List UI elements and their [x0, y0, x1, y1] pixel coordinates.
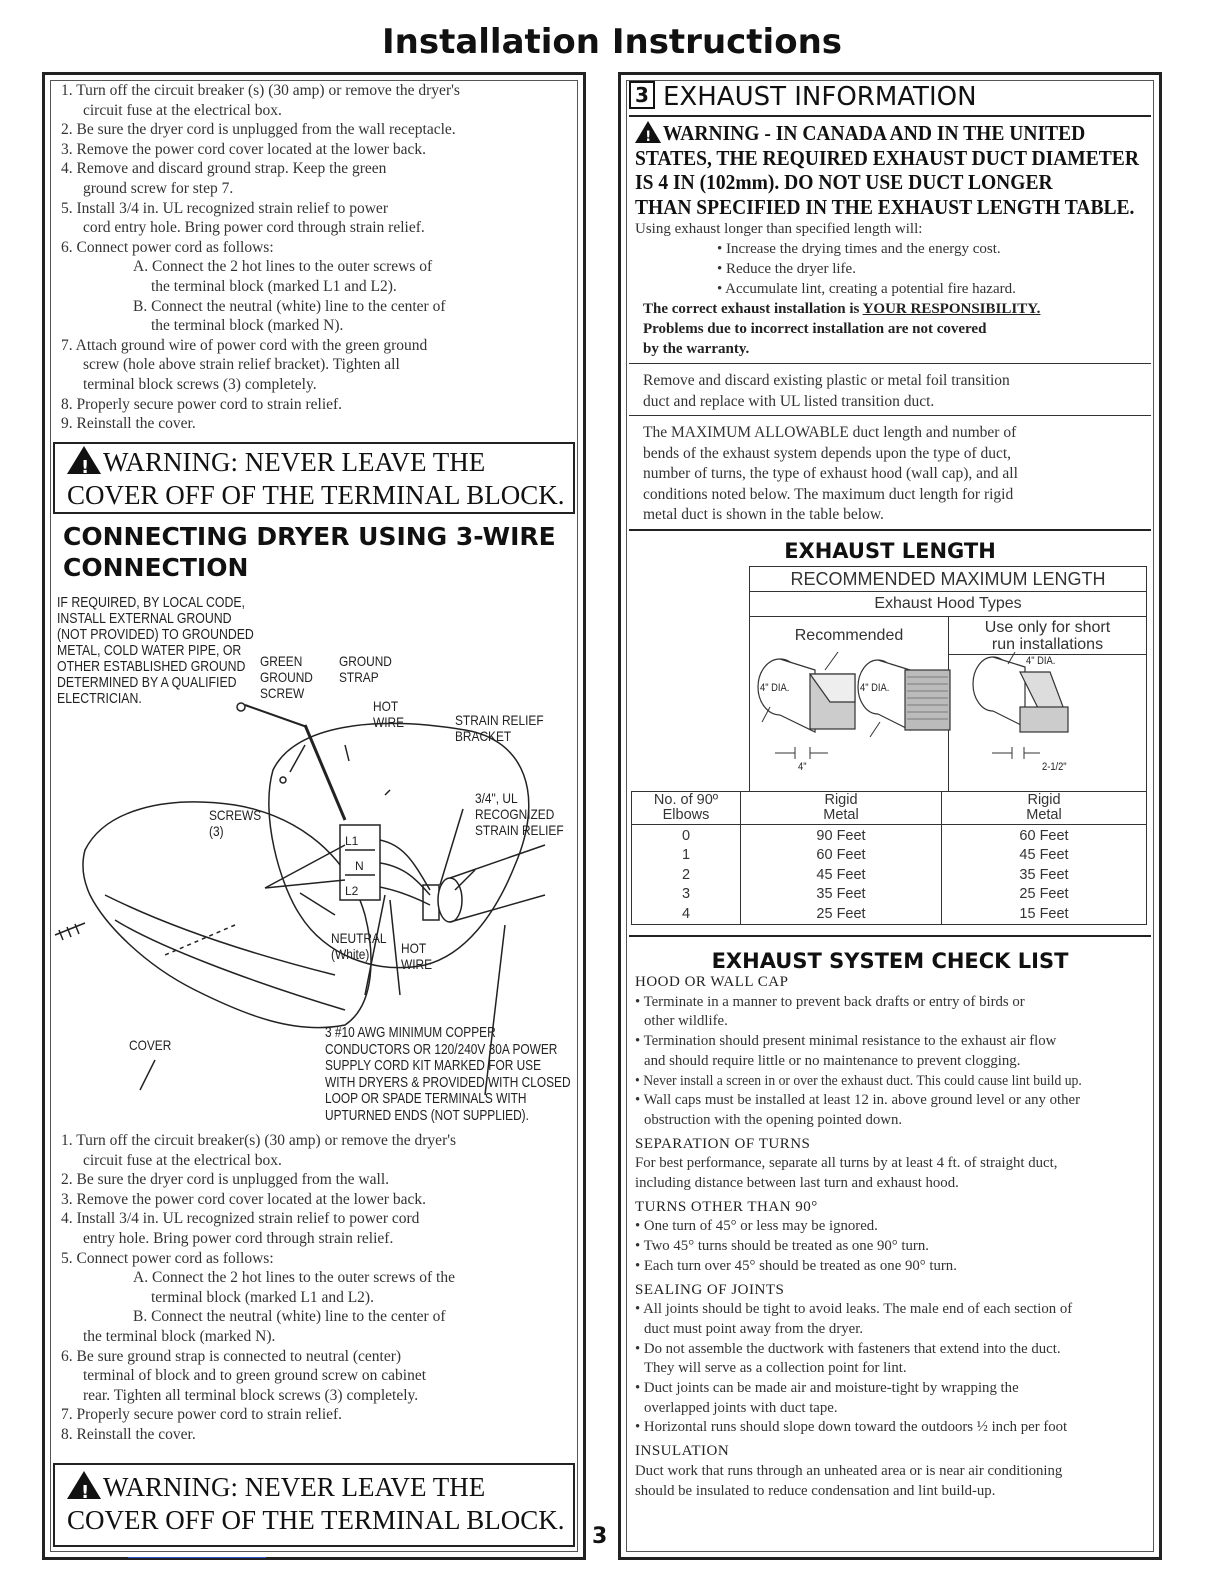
checklist-subheading: TURNS OTHER THAN 90° [635, 1198, 818, 1215]
hood-dim-1: 4" [798, 761, 807, 773]
table-title: RECOMMENDED MAXIMUM LENGTH [750, 567, 1146, 592]
checklist-title: EXHAUST SYSTEM CHECK LIST [711, 949, 1069, 973]
label-line: STRAIN RELIEF [455, 712, 544, 728]
table-cell-col1: 90 Feet [741, 825, 942, 847]
exhaust-length-rows [631, 791, 1147, 925]
warning-triangle-icon-3: ! [635, 121, 661, 143]
label-line: (3) [209, 823, 224, 839]
label-line: BRACKET [455, 728, 512, 744]
step-line: ground screw for step 7. [83, 179, 234, 197]
hood-illustrations [750, 652, 1146, 792]
divider-3 [629, 529, 1151, 531]
step-line: 8. Properly secure power cord to strain relief. [61, 395, 343, 413]
checklist-line: • Do not assemble the ductwork with fasteners that extend into the duct. [635, 1340, 1061, 1357]
label-line: UPTURNED ENDS (NOT SUPPLIED). [325, 1107, 529, 1124]
hood-dim-2: 2-1/2" [1042, 761, 1067, 773]
paragraph-line: conditions noted below. The maximum duct length for rigid [643, 485, 1014, 503]
label-ground-strap [339, 653, 392, 685]
step-line: terminal block screws (3) completely. [83, 375, 317, 393]
step-line: circuit fuse at the electrical box. [83, 101, 282, 119]
label-hot-wire-bottom [401, 940, 432, 972]
checklist-line: • One turn of 45° or less may be ignored. [635, 1218, 878, 1235]
right-column [618, 72, 1162, 1560]
label-line: NEUTRAL [331, 930, 387, 946]
label-green-ground-screw [260, 653, 313, 701]
step-line: 6. Connect power cord as follows: [61, 238, 274, 256]
step-line: the terminal block (marked L1 and L2). [151, 277, 397, 295]
checklist-line: • Each turn over 45° should be treated as one 90° turn. [635, 1257, 957, 1274]
label-line: 3/4", UL [475, 790, 518, 806]
step-line: the terminal block (marked N). [83, 1327, 276, 1345]
page-title: Installation Instructions [381, 22, 843, 62]
label-line: (White) [331, 946, 370, 962]
paragraph-line: number of turns, the type of exhaust hood (wall cap), and all [643, 465, 1018, 482]
ground-note-line: OTHER ESTABLISHED GROUND [57, 658, 246, 675]
table-cell-elbows: 3 [632, 885, 741, 904]
exhaust-checklist [635, 973, 1155, 1501]
label-line: STRAP [339, 669, 379, 685]
warning-box-top [53, 442, 575, 514]
step-line: 3. Remove the power cord cover located at the lower back. [61, 140, 426, 158]
step-line: rear. Tighten all terminal block screws (3) completely. [83, 1386, 419, 1404]
step-line: entry hole. Bring power cord through strain relief. [83, 1229, 394, 1247]
section-heading-3wire: CONNECTING DRYER USING 3-WIRE CONNECTION [63, 522, 556, 582]
bullet-item: • Accumulate lint, creating a potential fire hazard. [717, 281, 1016, 297]
table-cell-col1: 35 Feet [741, 885, 942, 904]
step-line: screw (hole above strain relief bracket). Tighten all [83, 356, 400, 374]
checklist-line: obstruction with the opening pointed down. [644, 1111, 903, 1128]
checklist-line: including distance between last turn and exhaust hood. [635, 1175, 959, 1192]
diagram-ground-note [57, 595, 254, 707]
warning-bottom-line2: COVER OFF OF THE TERMINAL BLOCK. [67, 1505, 565, 1535]
hood-dia-2: 4" DIA. [860, 682, 890, 694]
warning-bottom-line1: WARNING: NEVER LEAVE THE [103, 1472, 486, 1502]
paragraph-line: duct and replace with UL listed transition duct. [643, 392, 935, 410]
step-line: 7. Properly secure power cord to strain relief. [61, 1406, 343, 1424]
table-cell-elbows: 2 [632, 866, 741, 885]
elbows-header: No. of 90º Elbows [632, 792, 741, 825]
warning-top-line1: WARNING: NEVER LEAVE THE [103, 447, 486, 477]
checklist-subheading: SEALING OF JOINTS [635, 1281, 785, 1298]
exhaust-length-table [749, 566, 1147, 792]
table-cell-col1: 60 Feet [741, 846, 942, 865]
checklist-line: For best performance, separate all turns by at least 4 ft. of straight duct, [635, 1155, 1058, 1172]
step-line: 8. Reinstall the cover. [61, 1425, 196, 1443]
section-number-box: 3 [629, 81, 655, 109]
label-line: GREEN [260, 653, 303, 669]
warning-triangle-icon-2: ! [67, 1471, 101, 1499]
table-hood-types: Exhaust Hood Types [750, 592, 1146, 617]
ground-note-line: (NOT PROVIDED) TO GROUNDED [57, 626, 254, 643]
checklist-line: They will serve as a collection point for lint. [644, 1360, 907, 1377]
max-length-paragraph [643, 423, 1018, 526]
table-cell-col1: 45 Feet [741, 866, 942, 885]
checklist-line: overlapped joints with duct tape. [644, 1399, 838, 1416]
step-line: 1. Turn off the circuit breaker(s) (30 amp) or remove the dryer's [61, 1132, 457, 1149]
label-line: SUPPLY CORD KIT MARKED FOR USE [325, 1058, 542, 1074]
checklist-line: duct must point away from the dryer. [644, 1320, 864, 1337]
ground-note-line: DETERMINED BY A QUALIFIED [57, 674, 237, 691]
step-line: A. Connect the 2 hot lines to the outer screws of [133, 258, 433, 276]
section-title: EXHAUST INFORMATION [663, 82, 977, 112]
checklist-line: • Duct joints can be made air and moisture-tight by wrapping the [635, 1380, 1019, 1397]
footer-link-line [128, 1557, 266, 1558]
table-cell-elbows: 1 [632, 846, 741, 865]
using-text: Using exhaust longer than specified length will: [635, 221, 923, 237]
page-number: 3 [592, 1524, 608, 1549]
checklist-line: other wildlife. [644, 1013, 728, 1030]
table-cell-col2: 35 Feet [942, 866, 1147, 885]
step-line: B. Connect the neutral (white) line to the center of [133, 1308, 446, 1326]
label-line: GROUND [339, 653, 392, 669]
label-line: WIRE [373, 714, 405, 730]
left-column [42, 72, 586, 1560]
table-cell-col2: 45 Feet [942, 846, 1147, 865]
label-neutral [331, 930, 387, 962]
checklist-line: • All joints should be tight to avoid leaks. The male end of each section of [635, 1301, 1073, 1318]
section-divider [629, 115, 1151, 117]
label-line: SCREW [260, 685, 305, 701]
step-line: 4. Remove and discard ground strap. Keep the green [61, 160, 387, 178]
label-line: STRAIN RELIEF [475, 822, 564, 838]
ground-note-line: IF REQUIRED, BY LOCAL CODE, [57, 594, 245, 611]
table-cell-col2: 15 Feet [942, 905, 1147, 925]
exhaust-length-heading: EXHAUST LENGTH [784, 539, 996, 563]
step-line: 2. Be sure the dryer cord is unplugged from the wall receptacle. [61, 121, 456, 139]
step-line: 1. Turn off the circuit breaker (s) (30 amp) or remove the dryer's [61, 82, 460, 99]
step-line: 6. Be sure ground strap is connected to neutral (center) [61, 1347, 402, 1365]
label-line: LOOP OR SPADE TERMINALS WITH [325, 1091, 527, 1107]
terminal-label-l2: L2 [345, 884, 359, 898]
warning-box-bottom [53, 1463, 575, 1547]
label-line: CONDUCTORS OR 120/240V 30A POWER [325, 1041, 558, 1058]
hood-dia-3: 4" DIA. [1026, 655, 1056, 667]
checklist-line: • Never install a screen in or over the exhaust duct. This could cause lint build up. [635, 1072, 1082, 1089]
step-line: B. Connect the neutral (white) line to the center of [133, 297, 446, 315]
step-line: 4. Install 3/4 in. UL recognized strain relief to power cord [61, 1210, 420, 1228]
steps-b-list [61, 1131, 456, 1445]
label-line: WITH DRYERS & PROVIDED WITH CLOSED [325, 1074, 571, 1091]
checklist-line: • Wall caps must be installed at least 12 in. above ground level or any other [635, 1092, 1081, 1109]
step-line: A. Connect the 2 hot lines to the outer screws of the [133, 1269, 455, 1287]
label-strain-relief [475, 790, 564, 838]
paragraph-line: metal duct is shown in the table below. [643, 506, 884, 523]
step-line: the terminal block (marked N). [151, 317, 344, 335]
table-cell-elbows: 4 [632, 905, 741, 925]
table-row [632, 846, 1147, 865]
divider-1 [629, 363, 1151, 364]
step-line: 5. Connect power cord as follows: [61, 1249, 274, 1267]
checklist-line: • Terminate in a manner to prevent back drafts or entry of birds or [635, 993, 1025, 1010]
step-line: 2. Be sure the dryer cord is unplugged from the wall. [61, 1171, 389, 1189]
table-cell-elbows: 0 [632, 825, 741, 847]
divider-4 [629, 935, 1151, 937]
label-line: HOT [373, 698, 399, 714]
label-hot-wire-top [373, 698, 404, 730]
exhaust-warning: ! WARNING - IN CANADA AND IN THE UNITED STATES, THE REQUIRED EXHAUST DUCT DIAMETER IS 4 IN (102mm). DO NOT USE DUCT LONGER THAN SPECIFIED IN THE EXHAUST LENGTH TABLE. [635, 121, 1139, 219]
step-line: cord entry hole. Bring power cord through strain relief. [83, 219, 425, 237]
table-row [632, 885, 1147, 904]
label-line: GROUND [260, 669, 313, 685]
ground-note-line: ELECTRICIAN. [57, 690, 142, 707]
step-line: terminal of block and to green ground screw on cabinet [83, 1367, 427, 1385]
paragraph-line: Remove and discard existing plastic or metal foil transition [643, 372, 1010, 389]
checklist-line: • Two 45° turns should be treated as one 90° turn. [635, 1238, 929, 1255]
checklist-subheading: SEPARATION OF TURNS [635, 1135, 811, 1152]
table-row [632, 905, 1147, 925]
paragraph-line: bends of the exhaust system depends upon the type of duct, [643, 444, 1012, 462]
paragraph-line: The MAXIMUM ALLOWABLE duct length and number of [643, 424, 1017, 441]
table-short-run: Use only for short run installations [949, 619, 1146, 655]
table-cell-col2: 60 Feet [942, 825, 1147, 847]
table-cell-col1: 25 Feet [741, 905, 942, 925]
terminal-label-l1: L1 [345, 834, 359, 848]
steps-a-list [61, 81, 460, 434]
transition-duct-paragraph [643, 371, 1010, 412]
checklist-line: and should require little or no maintenance to prevent clogging. [644, 1052, 1021, 1069]
bullet-item: • Increase the drying times and the energy cost. [717, 241, 1001, 257]
label-line: HOT [401, 940, 427, 956]
step-line: 9. Reinstall the cover. [61, 415, 196, 433]
label-cover: COVER [129, 1037, 172, 1053]
step-line: terminal block (marked L1 and L2). [151, 1288, 374, 1306]
consequence-list [717, 239, 1016, 299]
step-line: 7. Attach ground wire of power cord with the green ground [61, 336, 428, 354]
label-line: WIRE [401, 956, 433, 972]
warning-top-line2: COVER OFF OF THE TERMINAL BLOCK. [67, 480, 565, 510]
checklist-line: Duct work that runs through an unheated area or is near air conditioning [635, 1462, 1063, 1479]
step-line: 3. Remove the power cord cover located at the lower back. [61, 1190, 426, 1208]
checklist-line: • Horizontal runs should slope down toward the outdoors ½ inch per foot [635, 1419, 1068, 1436]
checklist-line: should be insulated to reduce condensation and lint build-up. [635, 1482, 996, 1499]
step-line: 5. Install 3/4 in. UL recognized strain relief to power [61, 199, 388, 217]
label-line: 3 #10 AWG MINIMUM COPPER [325, 1025, 496, 1041]
table-cell-col2: 25 Feet [942, 885, 1147, 904]
label-line: SCREWS [209, 807, 262, 823]
exhaust-section-header [629, 81, 977, 112]
terminal-label-n: N [355, 859, 364, 873]
ground-note-line: METAL, COLD WATER PIPE, OR [57, 642, 242, 659]
label-screws [209, 807, 261, 839]
label-strain-relief-bracket [455, 712, 544, 744]
col2-header: Rigid Metal [942, 792, 1147, 825]
step-line: circuit fuse at the electrical box. [83, 1151, 282, 1169]
checklist-subheading: INSULATION [635, 1443, 730, 1460]
table-recommended: Recommended [794, 627, 904, 644]
label-line: RECOGNIZED [475, 806, 555, 822]
table-row [632, 825, 1147, 847]
table-row [632, 866, 1147, 885]
responsibility-note: The correct exhaust installation is YOUR RESPONSIBILITY. Problems due to incorrect installation are not covered by the warranty. [643, 301, 1041, 357]
hood-dia-1: 4" DIA. [760, 682, 790, 694]
bullet-item: • Reduce the dryer life. [717, 261, 856, 277]
divider-2 [629, 415, 1151, 416]
responsibility-link[interactable]: YOUR RESPONSIBILITY. [862, 301, 1041, 317]
ground-note-line: INSTALL EXTERNAL GROUND [57, 610, 232, 627]
label-conductors [325, 1025, 571, 1124]
checklist-subheading: HOOD OR WALL CAP [635, 974, 789, 990]
warning-triangle-icon: ! [67, 446, 101, 474]
checklist-line: • Termination should present minimal resistance to the exhaust air flow [635, 1033, 1057, 1050]
col1-header: Rigid Metal [741, 792, 942, 825]
